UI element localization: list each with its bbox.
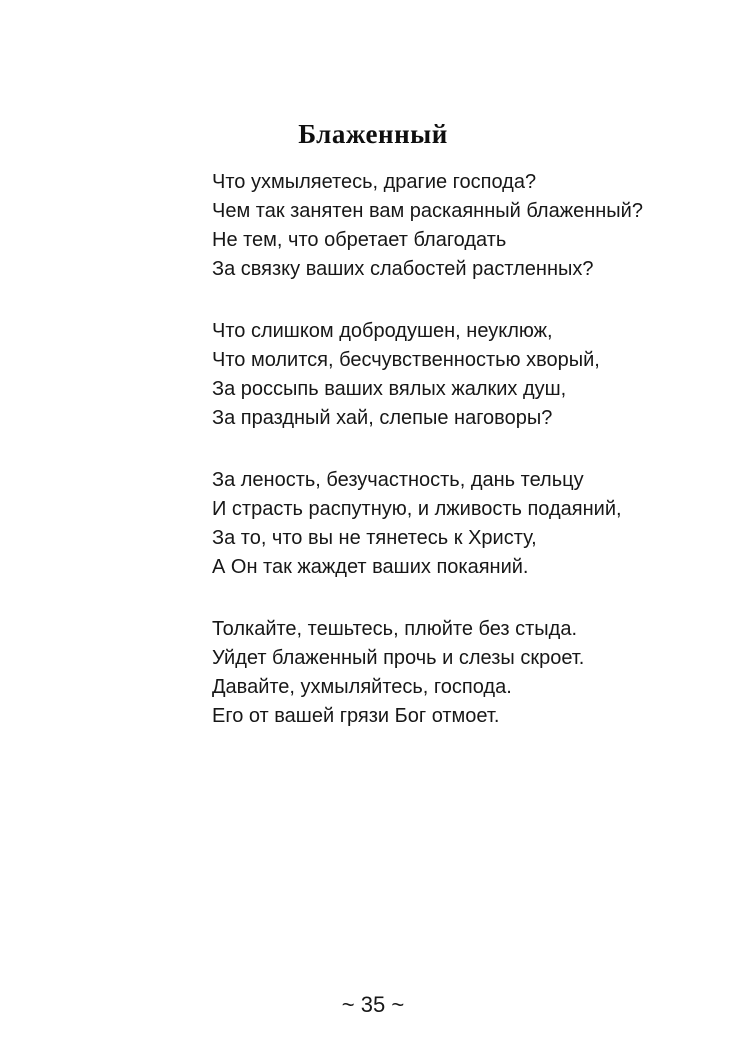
poem-line: А Он так жаждет ваших покаяний. xyxy=(212,556,529,578)
poem-line: За россыпь ваших вялых жалких душ, xyxy=(212,378,567,400)
poem-line: За то, что вы не тянетесь к Христу, xyxy=(212,527,537,549)
poem-title: Блаженный xyxy=(298,119,448,150)
poem-line: Чем так занятен вам раскаянный блаженный? xyxy=(212,200,643,222)
poem-line: Не тем, что обретает благодать xyxy=(212,229,507,251)
poem-line: Уйдет блаженный прочь и слезы скроет. xyxy=(212,647,585,669)
poem-line: За праздный хай, слепые наговоры? xyxy=(212,407,553,429)
stanza xyxy=(212,615,643,731)
poem-line: За связку ваших слабостей растленных? xyxy=(212,258,594,280)
stanza xyxy=(212,168,643,284)
poem-line: Толкайте, тешьтесь, плюйте без стыда. xyxy=(212,618,578,640)
poem-line: Что слишком добродушен, неуклюж, xyxy=(212,320,553,342)
stanza xyxy=(212,317,643,433)
poem-line: Что молится, бесчувственностью хворый, xyxy=(212,349,600,371)
poem-line: И страсть распутную, и лживость подаяний, xyxy=(212,498,622,520)
stanza xyxy=(212,466,643,582)
poem-body xyxy=(212,168,643,764)
poem-line: Его от вашей грязи Бог отмоет. xyxy=(212,705,500,727)
poem-line: Что ухмыляетесь, драгие господа? xyxy=(212,171,537,193)
page-number: ~ 35 ~ xyxy=(341,992,405,1017)
poem-line: За леность, безучастность, дань тельцу xyxy=(212,469,584,491)
poem-line: Давайте, ухмыляйтесь, господа. xyxy=(212,676,512,698)
